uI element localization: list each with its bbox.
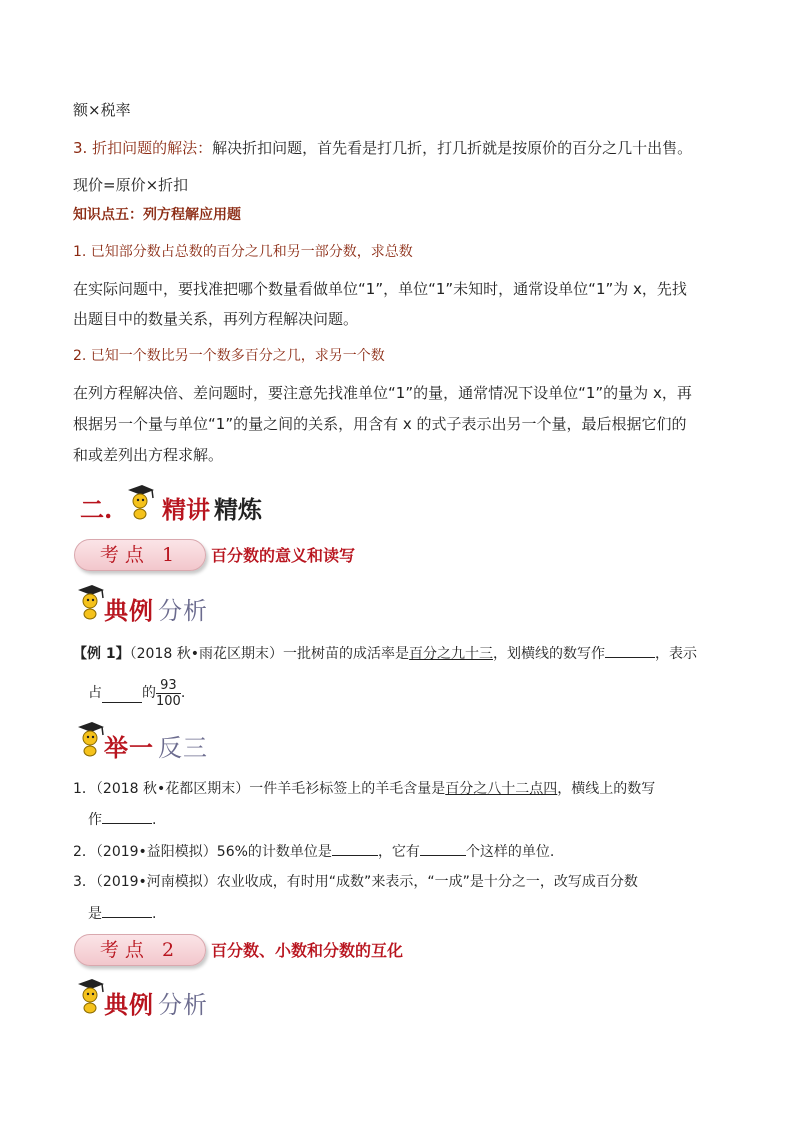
question-3-line2-a: 是: [88, 906, 102, 922]
discount-method: [73, 138, 692, 158]
kp5-para2-line3: 和或差列出方程求解。: [73, 446, 224, 464]
answer-blank[interactable]: [420, 841, 466, 856]
example-1-underlined: 百分之九十三: [408, 646, 493, 662]
kaodian-2-pill: 考点 2: [74, 934, 206, 966]
question-1-text: （2018 秋•花都区期末）一件羊毛衫标签上的羊毛含量是: [95, 781, 446, 797]
kp5-item2: 2. 已知一个数比另一个数多百分之几，求另一个数: [73, 348, 385, 364]
question-3-text: （2019•河南模拟）农业收成，有时用“成数”来表示，“一成”是十分之一，改写成百分数: [95, 874, 638, 890]
question-2-a: （2019•益阳模拟）56%的计数单位是: [95, 844, 332, 860]
example-1-tag: 【例 1】: [73, 646, 130, 662]
example-1-line1: [73, 643, 697, 664]
kaodian-1-title: 百分数的意义和读写: [211, 546, 356, 565]
kaodian-2-title: 百分数、小数和分数的互化: [211, 941, 404, 960]
kp5-para2-line2: 根据另一个量与单位“1”的量之间的关系，用含有 x 的式子表示出另一个量，最后根据它们的: [73, 415, 687, 433]
answer-blank[interactable]: [605, 643, 655, 658]
question-1-line2: [88, 809, 156, 830]
question-1-line1: [73, 779, 655, 799]
question-3-line1: [73, 872, 638, 892]
answer-blank[interactable]: [102, 809, 152, 824]
example-1-line2-a: 占: [88, 685, 102, 701]
question-1-after: ，横线上的数写: [557, 781, 656, 797]
question-3-number: 3．: [73, 874, 96, 890]
example-1-after: ，划横线的数写作: [492, 646, 605, 662]
mascot-icon: [122, 484, 156, 520]
kp5-para1-line2: 出题目中的数量关系，再列方程解决问题。: [73, 310, 359, 328]
practice-heading-b: 反三: [158, 734, 208, 762]
question-1-underlined: 百分之八十二点四: [445, 781, 558, 797]
example-analysis-heading-2: [74, 977, 274, 1017]
kp5-heading: 知识点五：列方程解应用题: [73, 207, 241, 223]
example-1-line2-end: .: [180, 685, 186, 701]
discount-text: 解决折扣问题，首先看是打几折，打几折就是按原价的百分之几十出售。: [212, 139, 693, 157]
question-3-line2: [88, 903, 156, 924]
example-analysis-2-a: 典例: [104, 990, 154, 1019]
fraction: [156, 678, 181, 709]
example-analysis-b: 分析: [158, 597, 208, 625]
question-2: [73, 841, 554, 862]
question-1-number: 1．: [73, 781, 96, 797]
kaodian-1-pill: 考点 1: [74, 539, 206, 571]
example-analysis-a: 典例: [104, 596, 154, 625]
question-1-line2-a: 作: [88, 812, 102, 828]
mascot-icon: [74, 583, 106, 621]
question-2-number: 2．: [73, 844, 96, 860]
question-3-end: .: [152, 906, 157, 922]
section-number: 二.: [80, 495, 113, 524]
example-1-line2: [88, 676, 185, 710]
answer-blank[interactable]: [102, 688, 142, 703]
example-1-line2-b: 的: [142, 685, 156, 701]
mascot-icon: [74, 720, 106, 758]
mascot-icon: [74, 977, 106, 1015]
answer-blank[interactable]: [102, 903, 152, 918]
kp5-para1-line1: 在实际问题中，要找准把哪个数量看做单位“1”，单位“1”未知时，通常设单位“1”为 x，先找: [73, 280, 687, 298]
question-2-c: 个这样的单位.: [465, 844, 555, 860]
section-title-b: 精炼: [214, 495, 262, 524]
answer-blank[interactable]: [332, 841, 378, 856]
fraction-denominator: 100: [156, 693, 181, 709]
discount-label: 3. 折扣问题的解法：: [73, 139, 213, 157]
question-2-b: ，它有: [377, 844, 420, 860]
question-1-end: .: [152, 812, 157, 828]
discount-formula: 现价=原价×折扣: [73, 176, 189, 194]
practice-heading-a: 举一: [104, 733, 154, 762]
example-1-tail: ，表示: [654, 646, 697, 662]
section-title-a: 精讲: [162, 495, 210, 524]
example-analysis-2-b: 分析: [158, 991, 208, 1019]
continued-line: 额×税率: [73, 101, 131, 119]
example-analysis-heading: [74, 583, 274, 623]
kp5-para2-line1: 在列方程解决倍、差问题时，要注意先找准单位“1”的量，通常情况下设单位“1”的量为 x，再: [73, 384, 692, 402]
fraction-numerator: 93: [156, 678, 181, 694]
example-1-source: （2018 秋•雨花区期末）一批树苗的成活率是: [129, 646, 409, 662]
practice-heading: [74, 720, 274, 760]
kp5-item1: 1. 已知部分数占总数的百分之几和另一部分数，求总数: [73, 244, 413, 260]
